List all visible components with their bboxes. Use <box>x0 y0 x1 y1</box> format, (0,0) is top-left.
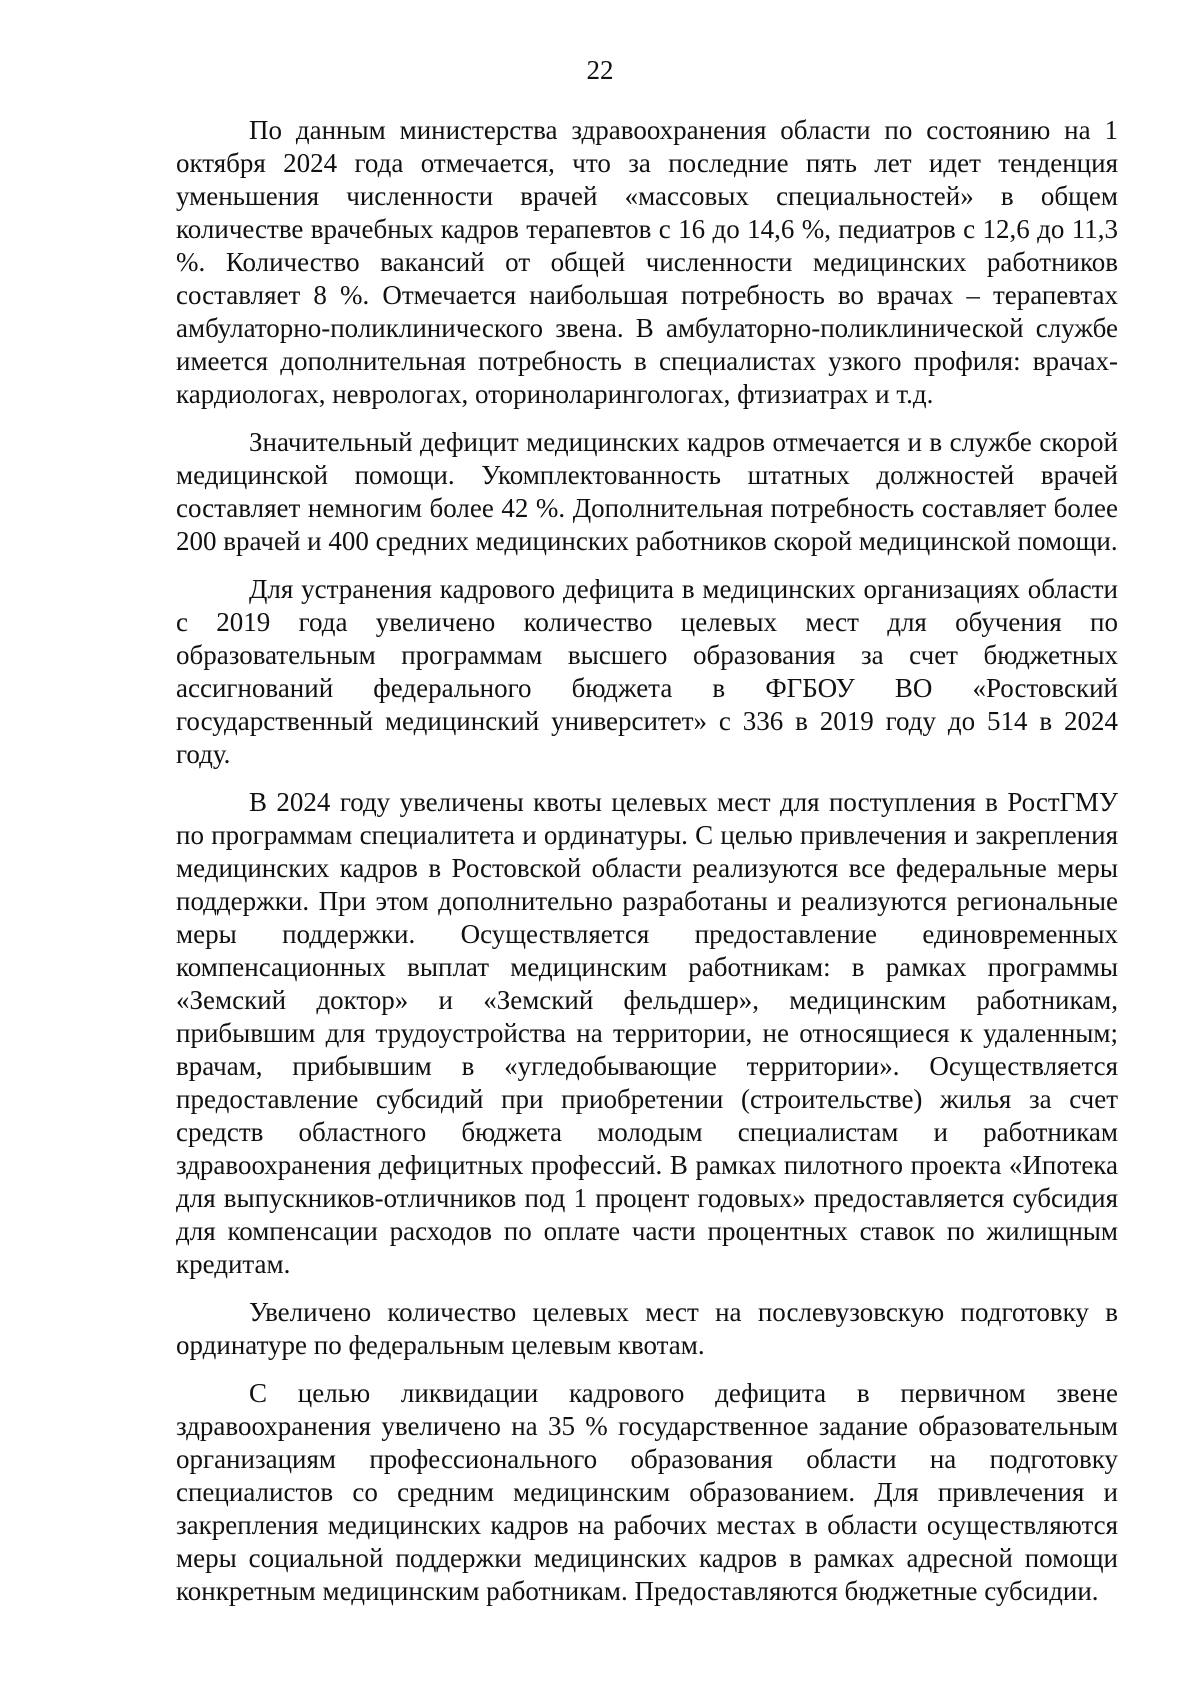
paragraph-medical-staff-statistics: По данным министерства здравоохранения области по состоянию на 1 октября 2024 года отмечается, что за последние пять лет идет тенденция уменьшения численности врачей «массовых специальностей» в общем количестве врачебных кадров терапевтов с 16 до 14,6 %, педиатров с 12,6 до 11,3 %. Количество вакансий от общей численности медицинских работников составляет 8 %. Отмечается наибольшая потребность во врачах – терапевтах амбулаторно-поликлинического звена. В амбулаторно-поликлинической службе имеется дополнительная потребность в специалистах узкого профиля: врачах-кардиологах, неврологах, оториноларингологах, фтизиатрах и т.д. <box>176 115 1118 409</box>
paragraph-target-places-university: Для устранения кадрового дефицита в медицинских организациях области с 2019 года увеличено количество целевых мест для обучения по образовательным программам высшего образования за счет бюджетных ассигнований федерального бюджета в ФГБОУ ВО «Ростовский государственный медицинский университет» с 336 в 2019 году до 514 в 2024 году. <box>176 574 1118 769</box>
paragraph-primary-care-deficit: С целью ликвидации кадрового дефицита в первичном звене здравоохранения увеличено на 35 % государственное задание образовательным организациям профессионального образования области на подготовку специалистов со средним медицинским образованием. Для привлечения и закрепления медицинских кадров на рабочих местах в области осуществляются меры социальной поддержки медицинских кадров в рамках адресной помощи конкретным медицинским работникам. Предоставляются бюджетные субсидии. <box>176 1378 1118 1606</box>
page-number: 22 <box>586 55 614 85</box>
document-body <box>176 114 1118 1623</box>
paragraph-emergency-care-shortage: Значительный дефицит медицинских кадров отмечается и в службе скорой медицинской помощи. Укомплектованность штатных должностей врачей составляет немногим более 42 %. Дополнительная потребность составляет более 200 врачей и 400 средних медицинских работников скорой медицинской помощи. <box>176 427 1118 556</box>
paragraph-support-measures: В 2024 году увеличены квоты целевых мест для поступления в РостГМУ по программам специалитета и ординатуры. С целью привлечения и закрепления медицинских кадров в Ростовской области реализуются все федеральные меры поддержки. При этом дополнительно разработаны и реализуются региональные меры поддержки. Осуществляется предоставление единовременных компенсационных выплат медицинским работникам: в рамках программы «Земский доктор» и «Земский фельдшер», медицинским работникам, прибывшим для трудоустройства на территории, не относящиеся к удаленным; врачам, прибывшим в «угледобывающие территории». Осуществляется предоставление субсидий при приобретении (строительстве) жилья за счет средств областного бюджета молодым специалистам и работникам здравоохранения дефицитных профессий. В рамках пилотного проекта «Ипотека для выпускников-отличников под 1 процент годовых» предоставляется субсидия для компенсации расходов по оплате части процентных ставок по жилищным кредитам. <box>176 787 1118 1279</box>
paragraph-residency-quotas: Увеличено количество целевых мест на послевузовскую подготовку в ординатуре по федеральным целевым квотам. <box>176 1297 1118 1360</box>
